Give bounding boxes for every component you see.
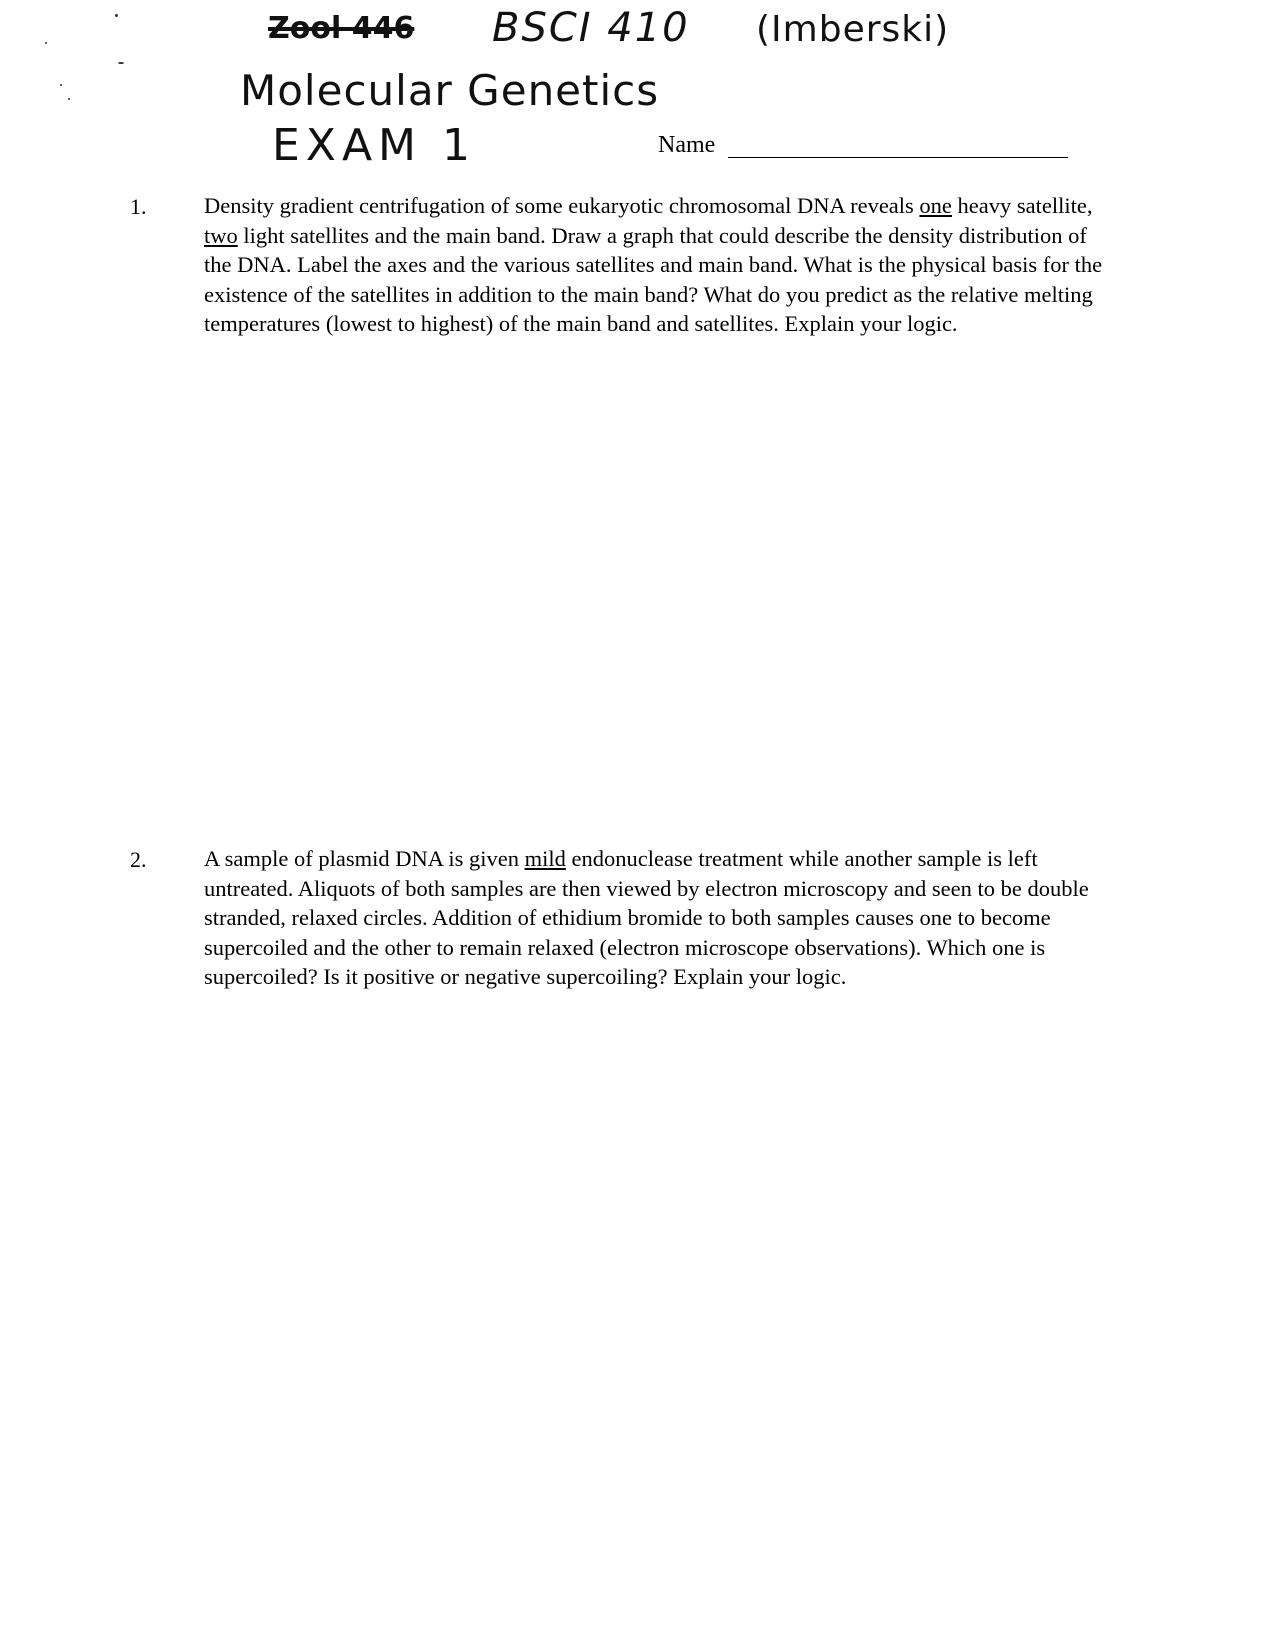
question-2-number: 2. [130, 847, 147, 872]
q2-text-part: A sample of plasmid DNA is given [204, 846, 525, 871]
scan-speck [45, 42, 47, 44]
q1-text-part: light satellites and the main band. Draw a graph that could describe the density distribution of the DNA. Label the axes and the various satellites and main band. What is the physical basis for the existence of the satellites in addition to the main band? What do you predict as the relative melting temperatures (lowest to highest) of the main band and satellites. Explain your logic. [204, 222, 1103, 336]
q1-text-part: heavy satellite, [951, 193, 1093, 218]
scan-speck [115, 14, 118, 17]
q1-text-part: Density gradient centrifugation of some eukaryotic chromosomal DNA reveals [204, 193, 920, 218]
scan-speck [68, 98, 70, 100]
course-code: BSCI 410 [492, 5, 690, 51]
question-1-number: 1. [130, 194, 147, 219]
exam-label: EXAM 1 [272, 120, 476, 171]
question-1-text [204, 191, 1116, 339]
scan-speck [60, 84, 62, 86]
name-label: Name [658, 132, 716, 158]
scan-speck [118, 62, 124, 64]
question-2-text [204, 844, 1116, 992]
name-blank-line [728, 157, 1068, 158]
q1-underlined-two: two [204, 222, 238, 248]
q2-text-part: endonuclease treatment while another sample is left untreated. Aliquots of both samples are then viewed by electron microscopy and seen to be double stranded, relaxed circles. Addition of ethidium bromide to both samples causes one to become supercoiled and the other to remain relaxed (electron microscope observations). Which one is supercoiled? Is it positive or negative supercoiling? Explain your logic. [204, 846, 1089, 989]
instructor-name: (Imberski) [756, 9, 950, 50]
struck-course-code: Zool 446 [268, 11, 415, 46]
q2-underlined-mild: mild [524, 846, 566, 871]
course-title: Molecular Genetics [240, 66, 660, 115]
q1-underlined-one: one [919, 193, 952, 218]
